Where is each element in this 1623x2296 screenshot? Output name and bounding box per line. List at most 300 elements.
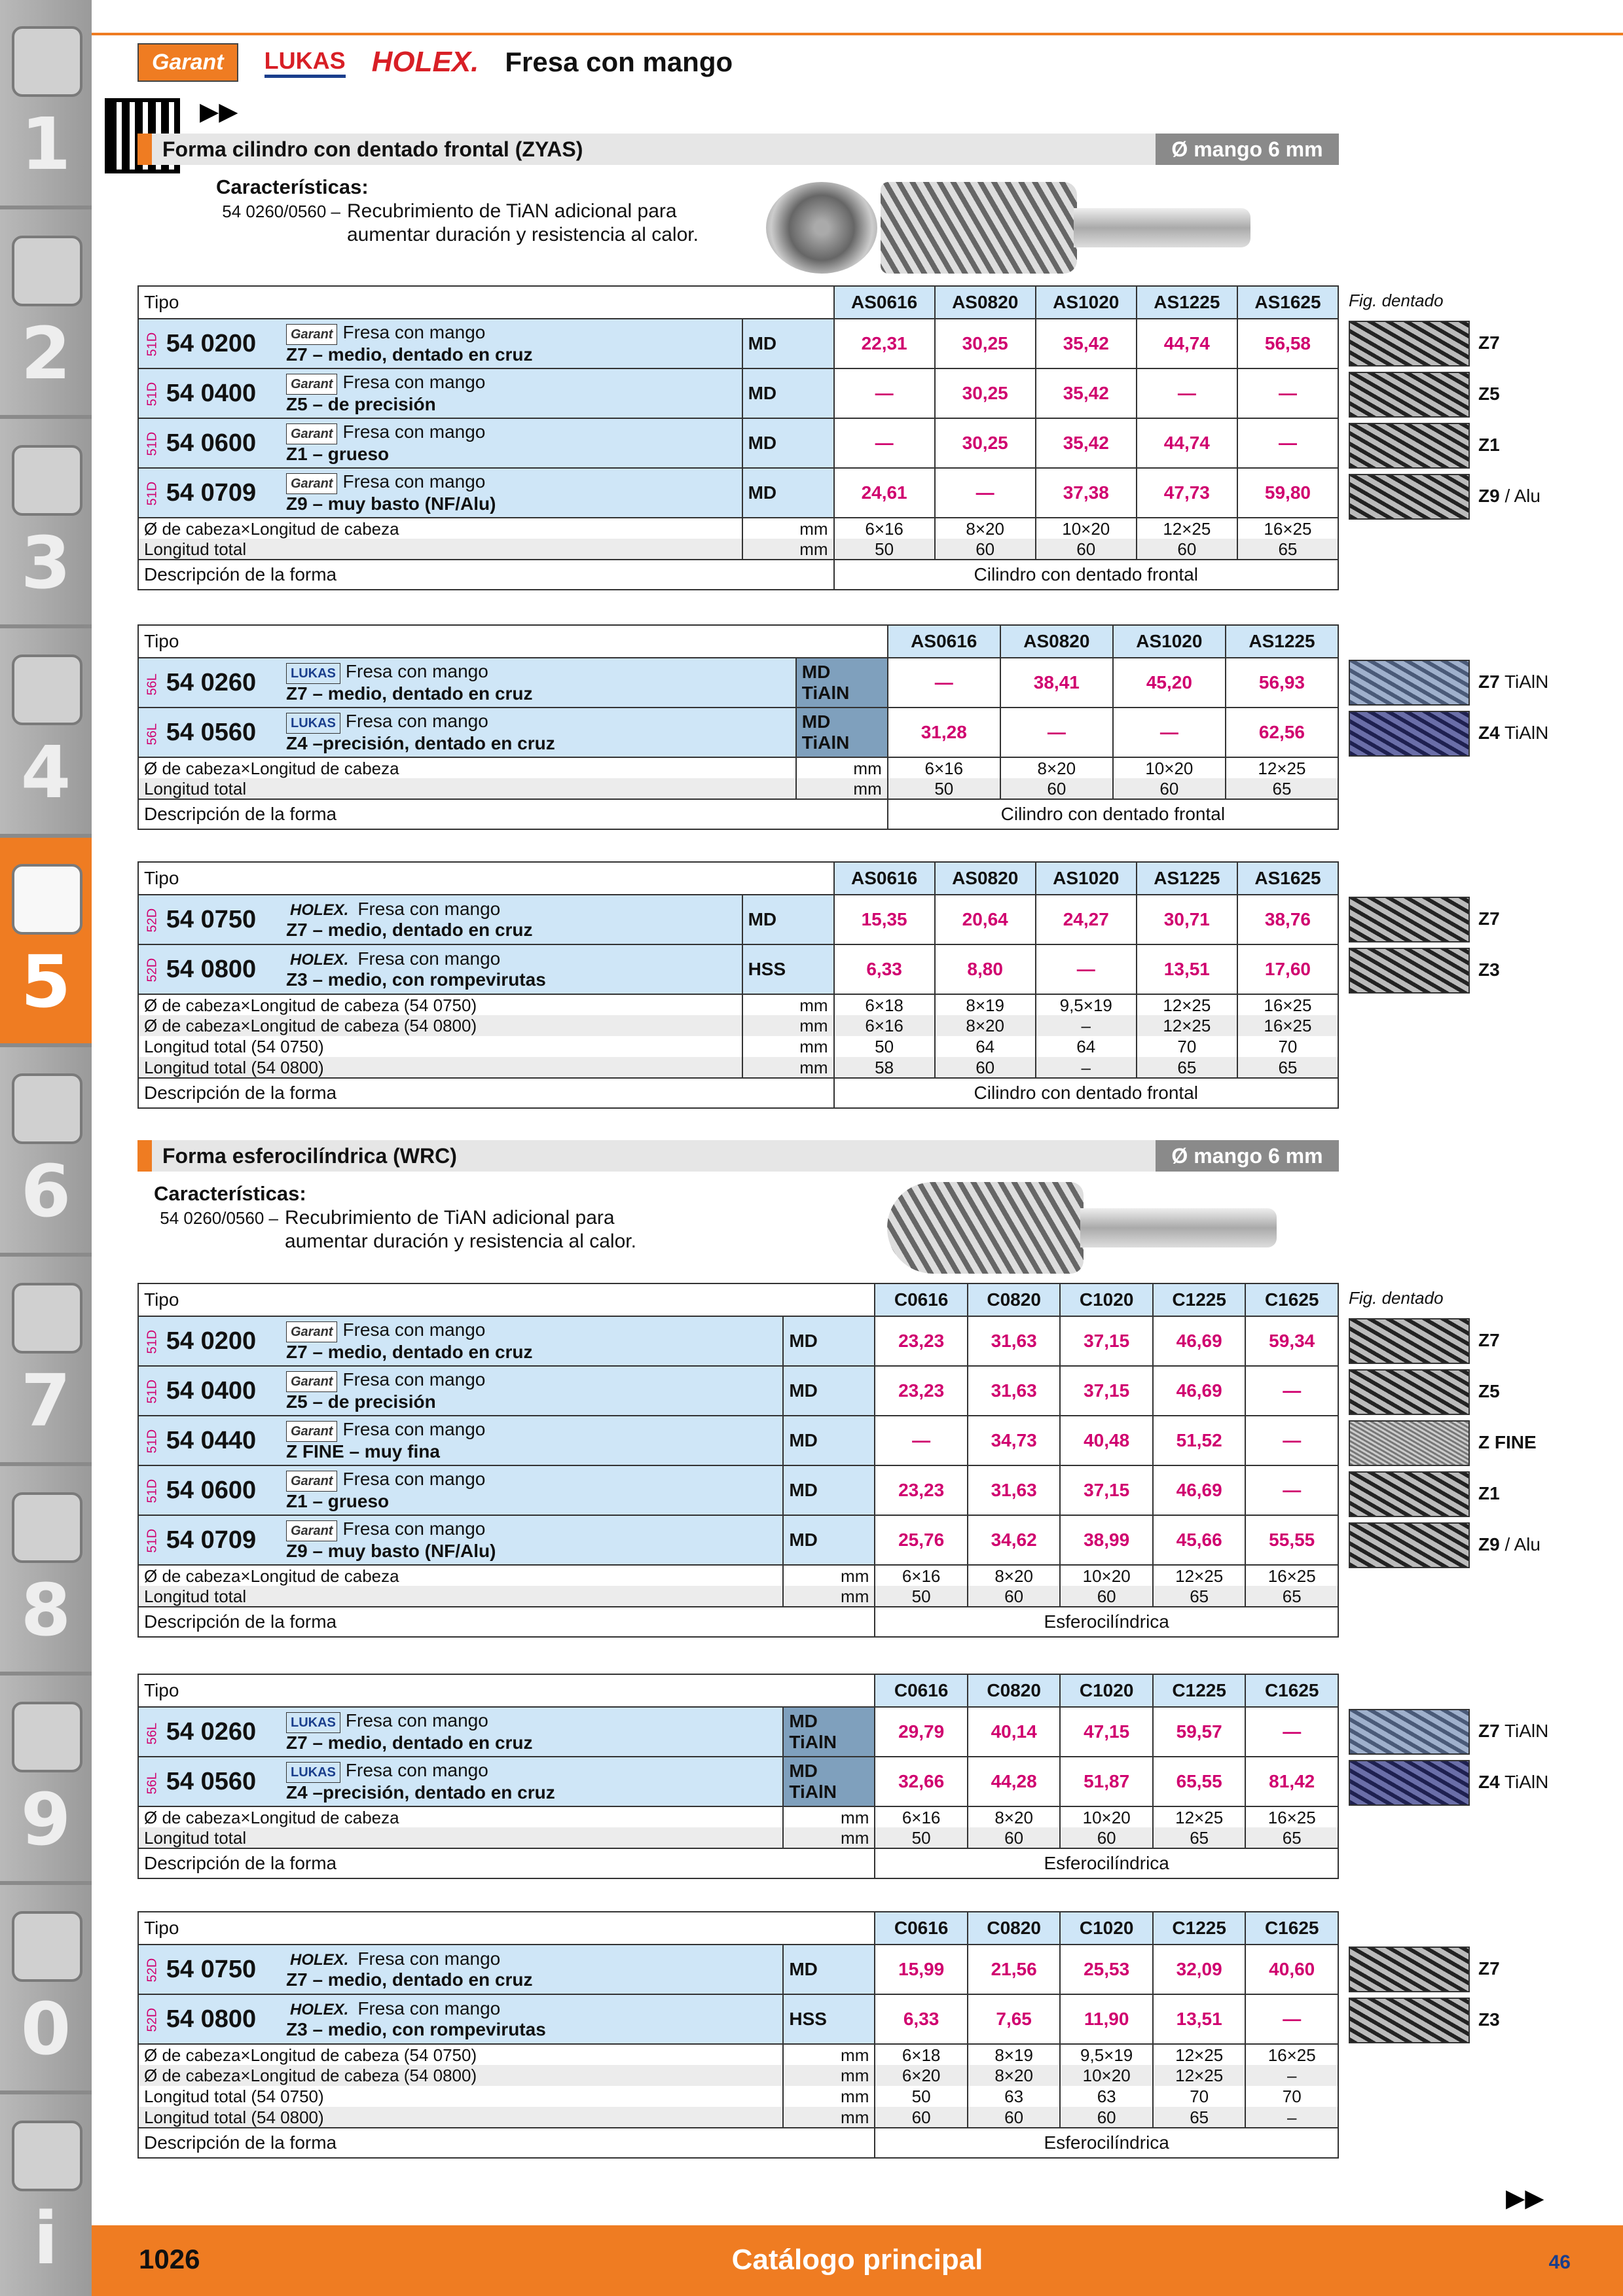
material-cell: MD [783,1366,875,1416]
section-title: Forma esferocilíndrica (WRC) [162,1144,457,1168]
brand-logo: LUKAS [286,713,340,734]
material-cell: MD TiAlN [796,708,888,757]
spec-row: Longitud total mm 50 60 60 65 65 [138,1586,1338,1607]
chapter-tab-9[interactable] [0,1676,92,1885]
article-description: Garant Fresa con mango Z5 – de precisión [281,1366,783,1416]
tipo-label: Tipo [138,1912,875,1945]
tooth-label: Z3 [1478,960,1500,980]
article-code[interactable]: 56L 54 0560 [138,1757,281,1806]
product-image-zyas [766,182,1342,274]
size-column-header: AS1020 [1036,286,1137,319]
price-cell[interactable]: 56,58 [1237,319,1338,368]
size-column-header: C1225 [1153,1674,1246,1707]
brand-logo: Garant [286,1471,337,1492]
features-zyas: Características: 54 0260/0560 – Recubrimiento de TiAN adicional para aumentar duración y resistencia al calor. [216,175,699,245]
chapter-number: 4 [20,730,71,814]
price-cell[interactable]: 21,56 [968,1945,1061,1994]
brand-logo: Garant [286,324,337,345]
price-cell[interactable]: 37,15 [1060,1366,1153,1416]
price-cell[interactable]: 30,25 [935,319,1036,368]
table-row [138,1465,1338,1515]
tipo-label: Tipo [138,286,834,319]
price-cell[interactable]: 30,25 [935,368,1036,418]
price-cell[interactable]: 30,25 [935,418,1036,468]
price-cell[interactable]: — [1245,1366,1338,1416]
size-column-header: AS1625 [1237,286,1338,319]
tooth-pattern-icon [1349,711,1470,757]
price-cell[interactable]: — [1245,1416,1338,1465]
price-cell[interactable]: 31,63 [968,1316,1061,1366]
tooth-label: Z4 TiAlN [1478,723,1549,743]
size-column-header: C1020 [1060,1283,1153,1316]
spec-row: Longitud total (54 0800) mm 60 60 60 65 – [138,2107,1338,2128]
article-code[interactable]: 52D 54 0800 [138,1994,281,2044]
size-column-header: C0616 [875,1912,968,1945]
size-column-header: AS0820 [1000,625,1113,658]
material-cell: MD [783,1416,875,1465]
fig-label: Fig. dentado [1349,1288,1444,1308]
spec-row: Ø de cabeza×Longitud de cabeza (54 0800) mm 6×20 8×20 10×20 12×25 – [138,2065,1338,2086]
price-cell[interactable]: 23,23 [875,1366,968,1416]
price-cell[interactable]: — [1237,368,1338,418]
tooth-pattern-icon [1349,897,1470,942]
brand-logo: HOLEX. [290,951,349,969]
size-column-header: C0820 [968,1674,1061,1707]
price-cell[interactable]: 24,61 [834,468,935,518]
price-cell[interactable]: 32,66 [875,1757,968,1806]
brand-logo: Garant [286,374,337,395]
material-cell: MD [783,1316,875,1366]
chapter-number: 6 [20,1149,71,1233]
price-cell[interactable]: 17,60 [1237,944,1338,994]
tooth-pattern-icon [1349,948,1470,994]
price-cell[interactable]: 31,63 [968,1465,1061,1515]
chapter-tab-6[interactable] [0,1047,92,1257]
tooth-pattern-icon [1349,423,1470,469]
tooth-pattern-icon [1349,372,1470,418]
price-cell[interactable]: 13,51 [1137,944,1237,994]
chapter-icon [12,1702,82,1772]
price-cell[interactable]: — [1245,1465,1338,1515]
price-cell[interactable]: 25,53 [1060,1945,1153,1994]
tipo-label: Tipo [138,862,834,895]
brand-logo: LUKAS [286,1762,340,1783]
price-cell[interactable]: 35,42 [1036,319,1137,368]
spec-row: Ø de cabeza×Longitud de cabeza mm 6×16 8×20 10×20 12×25 16×25 [138,1565,1338,1586]
size-column-header: C0616 [875,1674,968,1707]
price-cell[interactable]: 6,33 [875,1994,968,2044]
tooth-label: Z4 TiAlN [1478,1772,1549,1792]
brand-logo: Garant [286,423,337,444]
tooth-label: Z7 [1478,1958,1500,1979]
tooth-pattern-icon [1349,1420,1470,1466]
brand-logo: HOLEX. [290,1951,349,1969]
article-description: HOLEX. Fresa con mango Z3 – medio, con rompevirutas [281,944,742,994]
chapter-tab-3[interactable] [0,419,92,628]
article-description: Garant Fresa con mango Z5 – de precisión [281,368,742,418]
size-column-header: C1625 [1245,1283,1338,1316]
price-cell[interactable]: 44,74 [1137,418,1237,468]
brand-logo: Garant [286,1371,337,1392]
chapter-number: 1 [20,102,71,186]
tooth-pattern-icon [1349,1522,1470,1568]
spec-row: Ø de cabeza×Longitud de cabeza (54 0750) mm 6×18 8×19 9,5×19 12×25 16×25 [138,994,1338,1015]
price-cell[interactable]: 55,55 [1245,1515,1338,1565]
brand-logo: Garant [286,1421,337,1442]
spec-row: Longitud total (54 0750) mm 50 63 63 70 70 [138,2086,1338,2107]
article-code[interactable]: 51D 54 0600 [138,1465,281,1515]
price-cell[interactable]: 38,99 [1060,1515,1153,1565]
chapter-icon [12,1073,82,1144]
tooth-label: Z5 [1478,1381,1500,1401]
price-cell[interactable]: — [834,418,935,468]
price-cell[interactable]: 25,76 [875,1515,968,1565]
tooth-label: Z9 / Alu [1478,486,1541,506]
price-cell[interactable]: 46,69 [1153,1366,1246,1416]
price-cell[interactable]: 44,74 [1137,319,1237,368]
table-row [138,895,1338,944]
brand-logo: Garant [286,473,337,494]
chapter-icon [12,1492,82,1563]
section-zyas-header [137,134,1339,165]
chapter-icon [12,445,82,516]
material-cell: MD TiAlN [796,658,888,708]
size-column-header: AS1225 [1137,286,1237,319]
form-row: Descripción de la forma Cilindro con dentado frontal [138,799,1338,829]
article-code[interactable]: 52D 54 0750 [138,1945,281,1994]
article-code[interactable]: 51D 54 0709 [138,1515,281,1565]
fig-label: Fig. dentado [1349,291,1444,310]
price-cell[interactable]: 51,87 [1060,1757,1153,1806]
article-code[interactable]: 51D 54 0400 [138,368,281,418]
product-image-wrc [887,1182,1345,1274]
article-code[interactable]: 56L 54 0260 [138,658,281,708]
chapter-tab-2[interactable] [0,209,92,419]
price-cell[interactable]: — [935,468,1036,518]
brand-logo: HOLEX. [290,2001,349,2018]
price-cell[interactable]: 59,80 [1237,468,1338,518]
material-cell: MD [783,1945,875,1994]
tooth-pattern-icon [1349,1760,1470,1806]
price-cell[interactable]: — [1000,708,1113,757]
price-cell[interactable]: 59,57 [1153,1707,1246,1757]
size-column-header: C1020 [1060,1674,1153,1707]
tooth-label: Z7 [1478,332,1500,353]
size-column-header: C1225 [1153,1912,1246,1945]
tooth-label: Z5 [1478,384,1500,404]
chapter-number: 7 [20,1359,71,1443]
table-row [138,1366,1338,1416]
chapter-icon [12,236,82,306]
table-row [138,1515,1338,1565]
catalog-title: Catálogo principal [731,2244,983,2276]
size-column-header: C1020 [1060,1912,1153,1945]
section-title: Forma cilindro con dentado frontal (ZYAS) [162,137,583,161]
chapter-tab-5[interactable] [0,838,92,1047]
size-column-header: AS1225 [1226,625,1338,658]
tooth-label: Z FINE [1478,1432,1537,1452]
tooth-label: Z7 TiAlN [1478,672,1549,692]
price-cell[interactable]: 62,56 [1226,708,1338,757]
price-cell[interactable]: 45,66 [1153,1515,1246,1565]
spec-row: Longitud total mm 50 60 60 65 65 [138,1827,1338,1848]
price-cell[interactable]: 65,55 [1153,1757,1246,1806]
table-row [138,1316,1338,1366]
price-cell[interactable]: 40,48 [1060,1416,1153,1465]
article-description: Garant Fresa con mango Z FINE – muy fina [281,1416,783,1465]
price-cell[interactable]: 35,42 [1036,368,1137,418]
price-cell[interactable]: 6,33 [834,944,935,994]
size-column-header: AS0820 [935,862,1036,895]
size-column-header: AS1625 [1237,862,1338,895]
tooth-label: Z3 [1478,2009,1500,2030]
material-cell: MD [783,1515,875,1565]
price-cell[interactable]: 24,27 [1036,895,1137,944]
price-cell[interactable]: 8,80 [935,944,1036,994]
chapter-sidebar [0,0,92,2296]
price-cell[interactable]: 31,63 [968,1366,1061,1416]
price-cell[interactable]: — [875,1416,968,1465]
chapter-tab-i[interactable] [0,2094,92,2296]
price-cell[interactable]: 20,64 [935,895,1036,944]
price-cell[interactable]: 31,28 [888,708,1000,757]
chapter-icon [12,864,82,935]
tipo-label: Tipo [138,1283,875,1316]
size-column-header: C1625 [1245,1674,1338,1707]
material-cell: MD [742,468,834,518]
price-cell[interactable]: 46,69 [1153,1465,1246,1515]
features-wrc: Características: 54 0260/0560 – Recubrimiento de TiAN adicional para aumentar duración y resistencia al calor. [154,1182,636,1252]
brand-logo: Garant [286,1520,337,1541]
table-zyas-holex [137,861,1339,1109]
lukas-logo: LUKAS [264,47,346,78]
price-cell[interactable]: — [888,658,1000,708]
tooth-pattern-icon [1349,1946,1470,1992]
tooth-pattern-icon [1349,1369,1470,1415]
table-row [138,418,1338,468]
article-description: LUKAS Fresa con mango Z7 – medio, dentado en cruz [281,658,796,708]
price-cell[interactable]: 51,52 [1153,1416,1246,1465]
article-code[interactable]: 51D 54 0600 [138,418,281,468]
material-cell: MD TiAlN [783,1757,875,1806]
tooth-label: Z1 [1478,435,1500,455]
chapter-number: 5 [20,940,71,1024]
article-code[interactable]: 52D 54 0800 [138,944,281,994]
price-cell[interactable]: 23,23 [875,1316,968,1366]
size-column-header: C0820 [968,1912,1061,1945]
price-cell[interactable]: 30,71 [1137,895,1237,944]
material-cell: MD [742,319,834,368]
brand-logo: LUKAS [286,1712,340,1733]
article-description: HOLEX. Fresa con mango Z3 – medio, con rompevirutas [281,1994,783,2044]
form-row: Descripción de la forma Cilindro con dentado frontal [138,1078,1338,1108]
brand-logo: LUKAS [286,663,340,684]
article-code[interactable]: 51D 54 0400 [138,1366,281,1416]
price-cell[interactable]: — [1245,1994,1338,2044]
price-cell[interactable]: 34,62 [968,1515,1061,1565]
brand-logo: HOLEX. [290,901,349,919]
price-cell[interactable]: 46,69 [1153,1316,1246,1366]
price-cell[interactable]: — [1113,708,1226,757]
price-cell[interactable]: 23,23 [875,1465,968,1515]
article-description: LUKAS Fresa con mango Z7 – medio, dentado en cruz [281,1707,783,1757]
table-row [138,658,1338,708]
price-cell[interactable]: 15,35 [834,895,935,944]
chapter-number: i [33,2197,58,2280]
size-column-header: C1625 [1245,1912,1338,1945]
spec-row: Ø de cabeza×Longitud de cabeza (54 0800) mm 6×16 8×20 – 12×25 16×25 [138,1015,1338,1036]
price-cell[interactable]: 15,99 [875,1945,968,1994]
size-column-header: AS1020 [1036,862,1137,895]
size-column-header: AS1020 [1113,625,1226,658]
page-footer [92,2225,1623,2296]
article-description: Garant Fresa con mango Z1 – grueso [281,418,742,468]
size-column-header: AS0616 [888,625,1000,658]
price-cell[interactable]: — [1245,1707,1338,1757]
material-cell: MD [742,418,834,468]
table-row [138,1994,1338,2044]
chapter-tab-1[interactable] [0,0,92,209]
price-cell[interactable]: 35,42 [1036,418,1137,468]
form-row: Descripción de la forma Cilindro con dentado frontal [138,560,1338,590]
material-cell: MD TiAlN [783,1707,875,1757]
table-wrc-lukas [137,1674,1339,1879]
material-cell: MD [742,368,834,418]
size-column-header: AS0820 [935,286,1036,319]
spec-row: Longitud total (54 0800) mm 58 60 – 65 65 [138,1057,1338,1078]
article-description: Garant Fresa con mango Z7 – medio, dentado en cruz [281,1316,783,1366]
chapter-number: 3 [20,521,71,605]
table-zyas-lukas [137,624,1339,830]
article-description: Garant Fresa con mango Z9 – muy basto (NF/Alu) [281,1515,783,1565]
chapter-icon [12,26,82,97]
price-cell[interactable]: 47,73 [1137,468,1237,518]
material-cell: HSS [783,1994,875,2044]
tooth-pattern-icon [1349,1471,1470,1517]
price-cell[interactable]: 37,15 [1060,1465,1153,1515]
spec-row: Ø de cabeza×Longitud de cabeza (54 0750) mm 6×18 8×19 9,5×19 12×25 16×25 [138,2044,1338,2065]
price-cell[interactable]: 32,09 [1153,1945,1246,1994]
chapter-tab-4[interactable] [0,628,92,838]
spec-row: Longitud total mm 50 60 60 65 [138,778,1338,799]
price-cell[interactable]: 13,51 [1153,1994,1246,2044]
size-column-header: C0616 [875,1283,968,1316]
price-cell[interactable]: 38,41 [1000,658,1113,708]
size-column-header: AS0616 [834,286,935,319]
chapter-icon [12,655,82,725]
form-row: Descripción de la forma Esferocilíndrica [138,1607,1338,1637]
brand-logo: Garant [286,1321,337,1342]
article-description: Garant Fresa con mango Z1 – grueso [281,1465,783,1515]
article-description: LUKAS Fresa con mango Z4 –precisión, dentado en cruz [281,708,796,757]
price-cell[interactable]: — [834,368,935,418]
price-cell[interactable]: 45,20 [1113,658,1226,708]
chapter-icon [12,1283,82,1354]
spec-row: Longitud total mm 50 60 60 60 65 [138,539,1338,560]
table-row [138,944,1338,994]
page-header [137,39,733,85]
price-cell[interactable]: 59,34 [1245,1316,1338,1366]
price-cell[interactable]: 34,73 [968,1416,1061,1465]
size-column-header: AS0616 [834,862,935,895]
page-number: 1026 [139,2244,200,2274]
article-description: HOLEX. Fresa con mango Z7 – medio, dentado en cruz [281,895,742,944]
chapter-icon [12,1911,82,1982]
price-cell[interactable]: 56,93 [1226,658,1338,708]
price-cell[interactable]: 37,15 [1060,1316,1153,1366]
shank-badge: Ø mango 6 mm [1156,134,1339,165]
price-cell[interactable]: 81,42 [1245,1757,1338,1806]
shank-badge: Ø mango 6 mm [1156,1140,1339,1172]
next-arrow-icon[interactable]: ▶▶ [200,98,238,126]
chapter-tab-0[interactable] [0,1885,92,2094]
tipo-label: Tipo [138,625,888,658]
table-row [138,708,1338,757]
price-cell[interactable]: 47,15 [1060,1707,1153,1757]
spec-row: Ø de cabeza×Longitud de cabeza mm 6×16 8×20 10×20 12×25 16×25 [138,1806,1338,1827]
table-row [138,1757,1338,1806]
spec-row: Ø de cabeza×Longitud de cabeza mm 6×16 8×20 10×20 12×25 16×25 [138,518,1338,539]
table-row [138,319,1338,368]
article-code[interactable]: 51D 54 0709 [138,468,281,518]
chapter-number: 9 [20,1778,71,1861]
price-cell[interactable]: 37,38 [1036,468,1137,518]
article-description: Garant Fresa con mango Z9 – muy basto (NF/Alu) [281,468,742,518]
tipo-label: Tipo [138,1674,875,1707]
tooth-label: Z7 TiAlN [1478,1721,1549,1741]
article-code[interactable]: 52D 54 0750 [138,895,281,944]
table-row [138,1416,1338,1465]
price-cell[interactable]: — [1137,368,1237,418]
price-cell[interactable]: — [1036,944,1137,994]
price-cell[interactable]: 29,79 [875,1707,968,1757]
spec-row: Ø de cabeza×Longitud de cabeza mm 6×16 8×20 10×20 12×25 [138,757,1338,778]
next-page-arrow-icon[interactable]: ▶▶ [1506,2185,1544,2212]
tooth-label: Z7 [1478,908,1500,929]
material-cell: MD [783,1465,875,1515]
price-cell[interactable]: 22,31 [834,319,935,368]
price-cell[interactable]: — [1237,418,1338,468]
chapter-tab-8[interactable] [0,1466,92,1676]
price-cell[interactable]: 7,65 [968,1994,1061,2044]
table-row [138,1945,1338,1994]
article-code[interactable]: 51D 54 0200 [138,1316,281,1366]
article-code[interactable]: 56L 54 0260 [138,1707,281,1757]
price-cell[interactable]: 40,60 [1245,1945,1338,1994]
price-cell[interactable]: 11,90 [1060,1994,1153,2044]
price-cell[interactable]: 40,14 [968,1707,1061,1757]
material-cell: MD [742,895,834,944]
material-cell: HSS [742,944,834,994]
article-code[interactable]: 56L 54 0560 [138,708,281,757]
tooth-label: Z1 [1478,1483,1500,1503]
price-cell[interactable]: 38,76 [1237,895,1338,944]
holex-logo: HOLEX. [371,46,479,78]
spec-row: Longitud total (54 0750) mm 50 64 64 70 70 [138,1036,1338,1057]
section-wrc-header [137,1140,1339,1172]
tooth-pattern-icon [1349,474,1470,520]
table-wrc-holex [137,1911,1339,2159]
price-cell[interactable]: 44,28 [968,1757,1061,1806]
chapter-number: 0 [20,1987,71,2071]
chapter-tab-7[interactable] [0,1257,92,1466]
article-code[interactable]: 51D 54 0440 [138,1416,281,1465]
tooth-pattern-icon [1349,660,1470,706]
article-description: LUKAS Fresa con mango Z4 –precisión, dentado en cruz [281,1757,783,1806]
chapter-number: 8 [20,1568,71,1652]
tooth-pattern-icon [1349,1318,1470,1364]
article-code[interactable]: 51D 54 0200 [138,319,281,368]
